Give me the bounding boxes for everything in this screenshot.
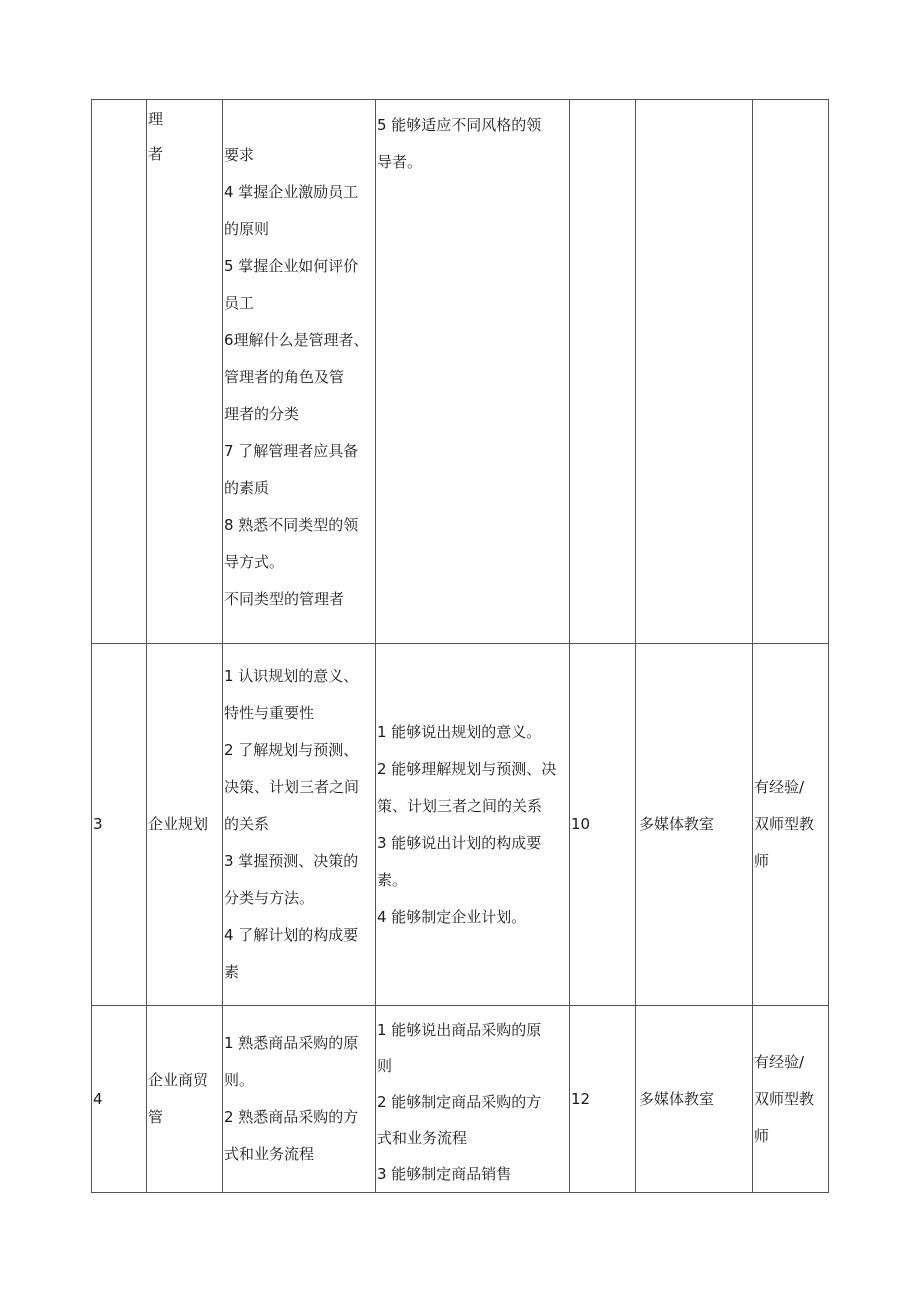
cell-knowledge: 要求 4 掌握企业激励员工 的原则 5 掌握企业如何评价 员工 6理解什么是管理者、 管理者的角色及管 理者的分类 7 了解管理者应具备 的素质 8 熟悉不同类型的领 导方式。 不同类型的管理者 <box>223 100 376 644</box>
cell-skills: 1 能够说出商品采购的原 则 2 能够制定商品采购的方 式和业务流程 3 能够制定商品销售 <box>376 1006 570 1193</box>
cell-teacher <box>753 100 829 644</box>
cell-hours: 10 <box>570 644 636 1006</box>
cell-module: 企业规划 <box>147 644 223 1006</box>
table-row <box>92 1006 829 1193</box>
table-row <box>92 100 829 644</box>
cell-location: 多媒体教室 <box>636 644 753 1006</box>
cell-hours: 12 <box>570 1006 636 1193</box>
cell-module: 理 者 <box>147 100 223 644</box>
cell-teacher: 有经验/ 双师型教 师 <box>753 644 829 1006</box>
cell-no <box>92 100 147 644</box>
cell-module: 企业商贸 管 <box>147 1006 223 1193</box>
cell-no: 3 <box>92 644 147 1006</box>
cell-location: 多媒体教室 <box>636 1006 753 1193</box>
cell-no: 4 <box>92 1006 147 1193</box>
cell-knowledge: 1 熟悉商品采购的原 则。 2 熟悉商品采购的方 式和业务流程 <box>223 1006 376 1193</box>
cell-teacher: 有经验/ 双师型教 师 <box>753 1006 829 1193</box>
cell-hours <box>570 100 636 644</box>
cell-skills: 1 能够说出规划的意义。 2 能够理解规划与预测、决 策、计划三者之间的关系 3 能够说出计划的构成要 素。 4 能够制定企业计划。 <box>376 644 570 1006</box>
table-row <box>92 644 829 1006</box>
cell-knowledge: 1 认识规划的意义、 特性与重要性 2 了解规划与预测、 决策、计划三者之间 的关系 3 掌握预测、决策的 分类与方法。 4 了解计划的构成要 素 <box>223 644 376 1006</box>
cell-skills: 5 能够适应不同风格的领 导者。 <box>376 100 570 644</box>
cell-location <box>636 100 753 644</box>
course-table <box>91 99 829 1193</box>
